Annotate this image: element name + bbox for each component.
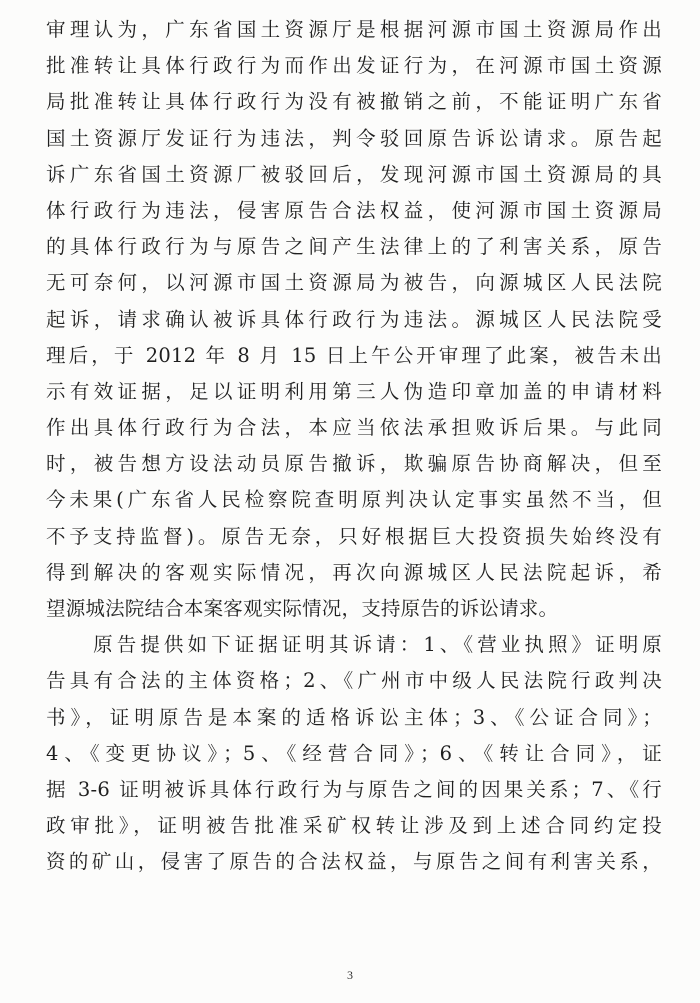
- text-line: 今未果(广东省人民检察院查明原判决认定事实虽然不当，但: [46, 488, 662, 512]
- text-line: 得到解决的客观实际情况，再次向源城区人民法院起诉，希: [46, 560, 662, 584]
- text-line: 局批准转让具体行政行为没有被撤销之前，不能证明广东省: [46, 90, 662, 114]
- text-line: 理后，于 2012 年 8 月 15 日上午公开审理了此案，被告未出: [46, 343, 662, 367]
- body-text: [46, 12, 662, 881]
- paragraph-end-line: 望源城法院结合本案客观实际情况，支持原告的诉讼请求。: [46, 597, 559, 620]
- text-line: 审理认为，广东省国土资源厅是根据河源市国土资源局作出: [46, 18, 662, 41]
- text-line: 不予支持监督)。原告无奈，只好根据巨大投资损失始终没有: [46, 524, 662, 548]
- page-number: 3: [347, 968, 353, 982]
- text-line: 据 3-6 证明被诉具体行政行为与原告之间的因果关系；7、《行: [46, 777, 662, 801]
- text-line: 体行政行为违法，侵害原告合法权益，使河源市国土资源局: [46, 198, 662, 222]
- text-line: 告具有合法的主体资格；2、《广州市中级人民法院行政判决: [46, 669, 662, 693]
- text-line: 时，被告想方设法动员原告撤诉，欺骗原告协商解决，但至: [46, 452, 662, 476]
- text-line: 4、《变更协议》；5、《经营合同》；6、《转让合同》，证: [46, 741, 662, 765]
- text-line: 作出具体行政行为合法，本应当依法承担败诉后果。与此同: [46, 416, 662, 440]
- text-line: 政审批》，证明被告批准采矿权转让涉及到上述合同约定投: [46, 814, 662, 838]
- text-line: 诉广东省国土资源厂被驳回后，发现河源市国土资源局的具: [46, 162, 662, 186]
- text-line: 书》，证明原告是本案的适格诉讼主体；3、《公证合同》；: [46, 705, 662, 729]
- text-line: 无可奈何，以河源市国土资源局为被告，向源城区人民法院: [46, 271, 662, 295]
- text-line: 示有效证据，足以证明利用第三人伪造印章加盖的申请材料: [46, 379, 662, 403]
- text-line: 国土资源厅发证行为违法，判令驳回原告诉讼请求。原告起: [46, 126, 662, 150]
- text-line: 原告提供如下证据证明其诉请：1、《营业执照》证明原: [46, 633, 662, 657]
- text-line: 批准转让具体行政行为而作出发证行为，在河源市国土资源: [46, 54, 662, 78]
- text-line: 的具体行政行为与原告之间产生法律上的了利害关系，原告: [46, 235, 662, 259]
- text-line: 资的矿山，侵害了原告的合法权益，与原告之间有利害关系，: [46, 850, 662, 874]
- text-line: 起诉，请求确认被诉具体行政行为违法。源城区人民法院受: [46, 307, 662, 331]
